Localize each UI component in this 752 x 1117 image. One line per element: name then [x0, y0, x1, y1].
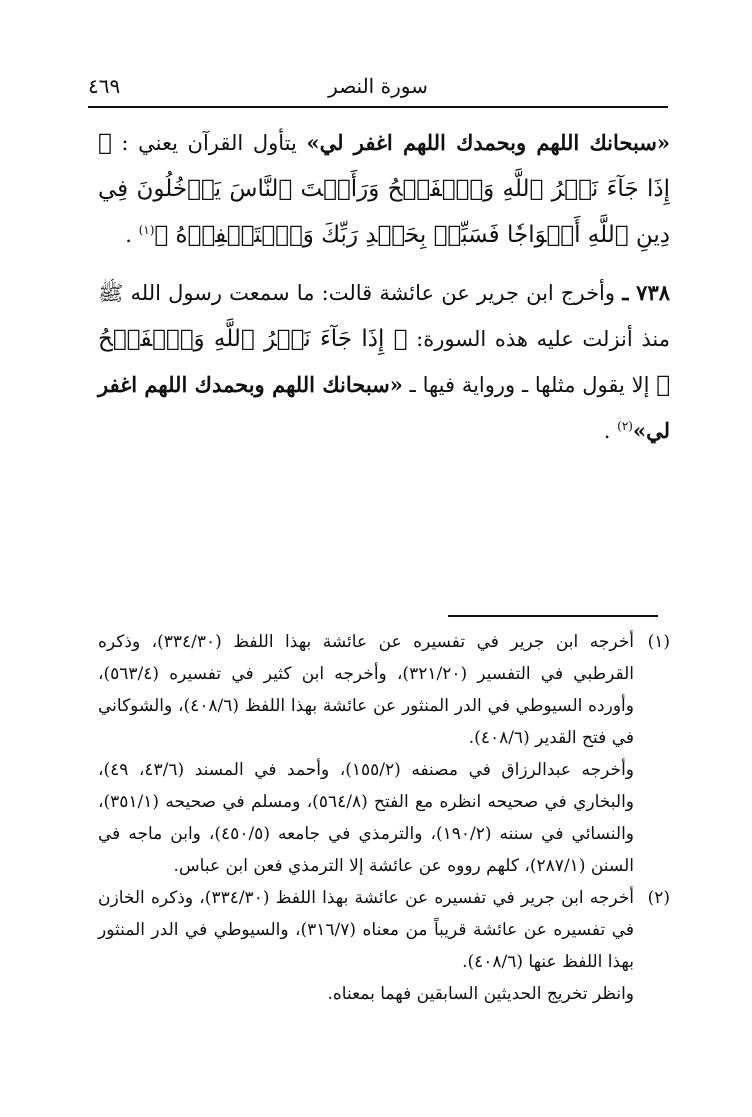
- quran-verse: ﴿ إِذَا جَآءَ نَصۡرُ ٱللَّهِ وَٱلۡفَتۡحُ ﴾: [98, 326, 670, 398]
- sentence-end: .: [125, 223, 139, 247]
- paragraph-1: [98, 120, 670, 258]
- tasbih-quote: «سبحانك اللهم وبحمدك اللهم اغفر لي»: [98, 372, 670, 443]
- footnote-body: [98, 626, 634, 882]
- hadith-number: ٧٣٨ ـ: [622, 280, 671, 305]
- hadith-text-cont: إلا يقول مثلها ـ ورواية فيها ـ: [402, 373, 657, 397]
- main-text: [98, 120, 670, 454]
- header-divider: [88, 106, 668, 108]
- footnote-number: (٢): [647, 888, 670, 908]
- page-number: ٤٦٩: [88, 74, 121, 98]
- surah-title: سورة النصر: [328, 74, 428, 98]
- footnote-number: (١): [647, 632, 670, 652]
- sentence-end: .: [603, 419, 618, 443]
- footnote-body: [98, 882, 634, 1010]
- footnote-text: أخرجه ابن جرير في تفسيره عن عائشة بهذا اللفظ (٣٣٤/٣٠)، وذكره القرطبي في التفسير (٣٢١/٢٠)، وأخرجه ابن كثير في تفسيره (٥٦٣/٤)، وأورده السيوطي في الدر المنثور عن عائشة بهذا اللفظ (٤٠٨/٦)، والشوكاني في فتح القدير (٤٠٨/٦).: [98, 632, 634, 748]
- footnote-text: أخرجه ابن جرير في تفسيره عن عائشة بهذا اللفظ (٣٣٤/٣٠)، وذكره الخازن في تفسيره عن عائشة قريباً من معناه (٣١٦/٧)، والسيوطي في الدر المنثور بهذا اللفظ عنها (٤٠٨/٦).: [98, 888, 634, 972]
- footnote-ref-1: (١): [138, 223, 155, 237]
- footnote-1: [98, 626, 670, 882]
- footnotes: [98, 626, 670, 1010]
- footnote-text: وأخرجه عبدالرزاق في مصنفه (١٥٥/٢)، وأحمد في المسند (٤٣/٦، ٤٩)، والبخاري في صحيحه انظره مع الفتح (٥٦٤/٨)، ومسلم في صحيحه (٣٥١/١)، والنسائي في سننه (١٩٠/٢)، والترمذي في جامعه (٤٥٠/٥)، وابن ماجه في السنن (٢٨٧/١)، كلهم رووه عن عائشة إلا الترمذي فعن ابن عباس.: [98, 760, 635, 876]
- footnote-divider: [448, 615, 658, 617]
- tasbih-quote: «سبحانك اللهم وبحمدك اللهم اغفر لي»: [306, 130, 670, 155]
- footnote-ref-2: (٢): [617, 419, 633, 433]
- paragraph-2: [98, 270, 670, 454]
- footnote-2: [98, 882, 670, 1010]
- quran-verse: ﴿ إِذَا جَآءَ نَصۡرُ ٱللَّهِ وَٱلۡفَتۡحُ وَرَأَيۡتَ ٱلنَّاسَ يَدۡخُلُونَ فِي دِينِ ٱللَّهِ أَفۡوَاجٗا فَسَبِّحۡ بِحَمۡدِ رَبِّكَ وَٱسۡتَغۡفِرۡهُ ﴾: [98, 130, 670, 248]
- hadith-text: وأخرج ابن جرير عن عائشة قالت: ما سمعت رسول الله ﷺ منذ أنزلت عليه هذه السورة:: [98, 281, 670, 351]
- footnote-text: وانظر تخريج الحديثين السابقين فهما بمعناه.: [327, 984, 634, 1004]
- page-header: [88, 74, 668, 104]
- intro-text: يتأول القرآن يعني :: [111, 131, 307, 155]
